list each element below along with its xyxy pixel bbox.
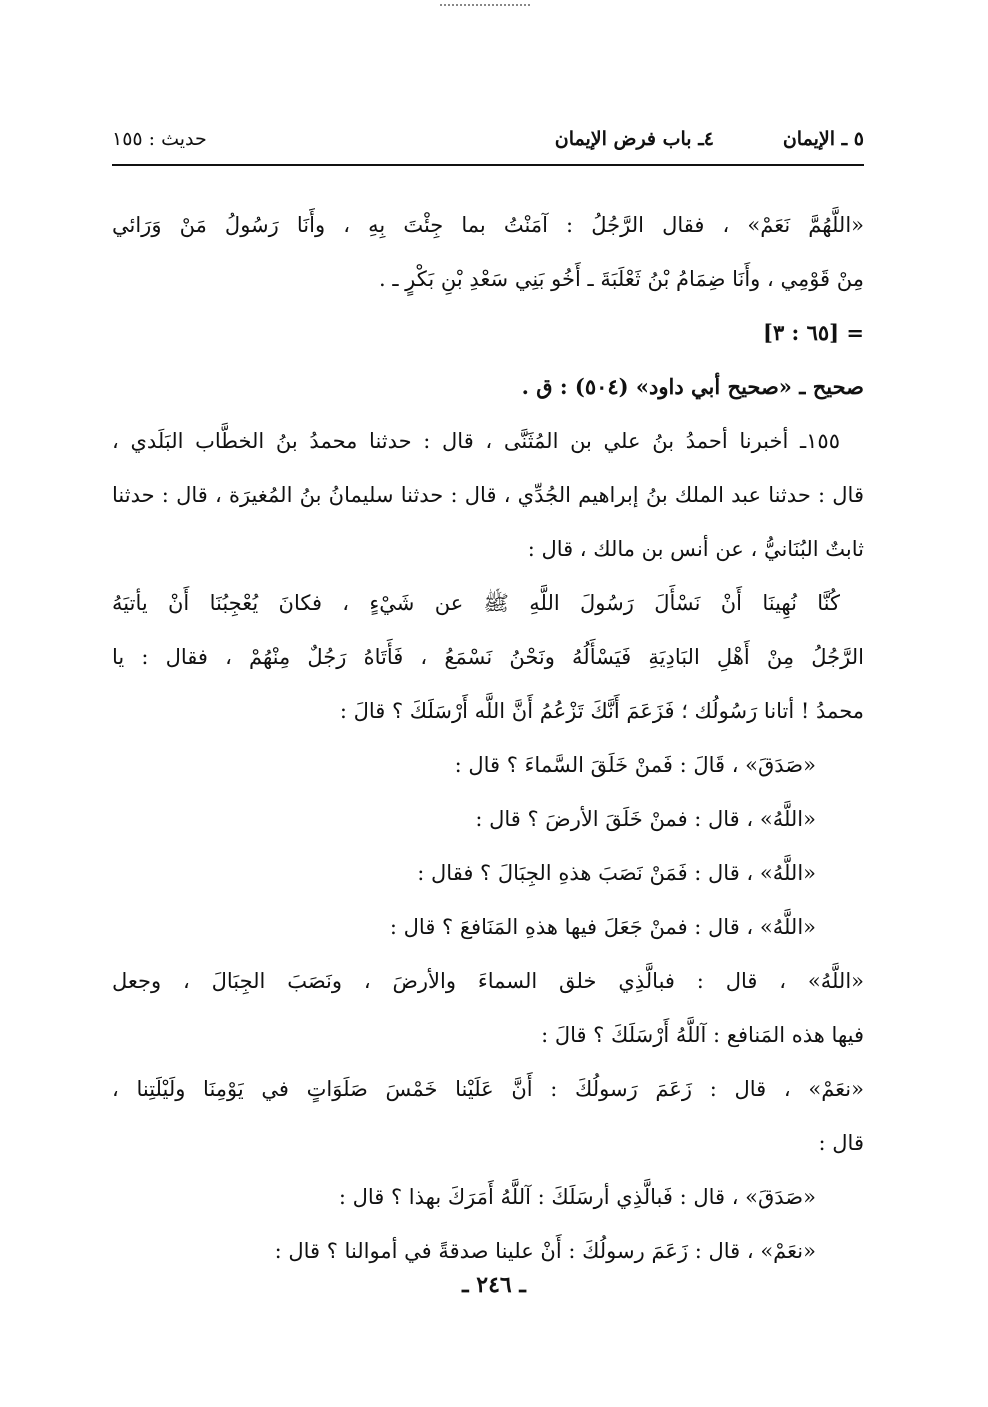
text-line: «نعَمْ» ، قال : زَعَمَ رَسولُكَ : أَنَّ عَلَيْنا خَمْسَ صَلَوَاتٍ في يَوْمِنَا ولَيْلَتِنا ، [112, 1077, 864, 1101]
text-line: كُنَّا نُهِينَا أَنْ نَسْأَلَ رَسُولَ اللَّهِ ﷺ عن شَيْءٍ ، فكانَ يُعْجِبُنَا أَنْ يأتيَهُ [112, 591, 840, 615]
text-line: «اللَّهُ» ، قال : فمنْ جَعَلَ فيها هذهِ المَنَافعَ ؟ قال : [389, 915, 816, 939]
page-body [112, 198, 864, 1278]
chapter-title: ٤ـ باب فرض الإيمان [554, 128, 714, 150]
top-decorative-rule [440, 4, 530, 6]
hadith-number: حديث : ١٥٥ [112, 128, 207, 150]
text-line: الرَّجُلُ مِنْ أَهْلِ البَادِيَةِ فَيَسْأَلُهُ ونَحْنُ نَسْمَعُ ، فَأَتَاهُ رَجُلٌ مِنْهُمْ ، فقال : يا [112, 645, 864, 669]
text-line: «صَدَقَ» ، قَالَ : فَمنْ خَلَقَ السَّماءَ ؟ قال : [454, 753, 816, 777]
text-line: «اللَّهُ» ، قال : فبالَّذِي خلق السماءَ والأرضَ ، ونَصَبَ الجِبَالَ ، وجعل [112, 969, 864, 993]
text-line: «اللَّهُ» ، قال : فمنْ خَلَقَ الأرضَ ؟ قال : [475, 807, 816, 831]
text-line: «صَدَقَ» ، قال : فَبالَّذِي أرسَلَكَ : آللَّهُ أَمَرَكَ بهذا ؟ قال : [338, 1185, 816, 1209]
text-line: قال : حدثنا عبد الملك بنُ إبراهيم الجُدِّي ، قال : حدثنا سليمانُ بنُ المُغيرَة ، قال : حدثنا [112, 483, 864, 507]
text-line: «نعَمْ» ، قال : زَعَمَ رسولُكَ : أَنْ علينا صدقةً في أموالنا ؟ قال : [274, 1239, 816, 1263]
text-line: «اللَّهُمَّ نَعَمْ» ، فقال الرَّجُلُ : آمَنْتُ بما جِئْتَ بِهِ ، وأَنَا رَسُولُ مَنْ وَرَائي [112, 213, 864, 237]
text-line: ثابتٌ البُنَانيُّ ، عن أنس بن مالك ، قال : [527, 537, 864, 561]
book-title: ٥ ـ الإيمان [782, 128, 864, 150]
header-divider [112, 164, 864, 166]
text-line: ١٥٥ـ أخبرنا أحمدُ بنُ علي بن المُثَنَّى ، قال : حدثنا محمدُ بنُ الخطَّاب البَلَدي ، [112, 429, 840, 453]
text-line: محمدُ ! أتانا رَسُولُك ؛ فَزَعَمَ أَنَّكَ تَزْعُمُ أَنَّ اللَّه أَرْسَلَكَ ؟ قالَ : [339, 699, 864, 723]
text-line: فيها هذه المَنافع : آللَّهُ أَرْسَلَكَ ؟ قالَ : [541, 1023, 864, 1047]
text-line: «اللَّهُ» ، قال : فَمَنْ نَصَبَ هذهِ الجِبَالَ ؟ فقال : [417, 861, 816, 885]
running-header [112, 128, 864, 158]
grading-line: صحيح ـ «صحيح أبي داود» (٥٠٤) : ق . [521, 374, 864, 399]
text-line: قال : [818, 1131, 864, 1155]
text-line: مِنْ قَوْمِي ، وأَنَا ضِمَامُ بْنُ ثَعْلَبَةَ ـ أَخُو بَنِي سَعْدِ بْنِ بَكْرٍ ـ . [379, 267, 864, 291]
page-number: ـ ٢٤٦ ـ [462, 1272, 526, 1298]
reference-line: = [٦٥ : ٣] [763, 320, 864, 345]
